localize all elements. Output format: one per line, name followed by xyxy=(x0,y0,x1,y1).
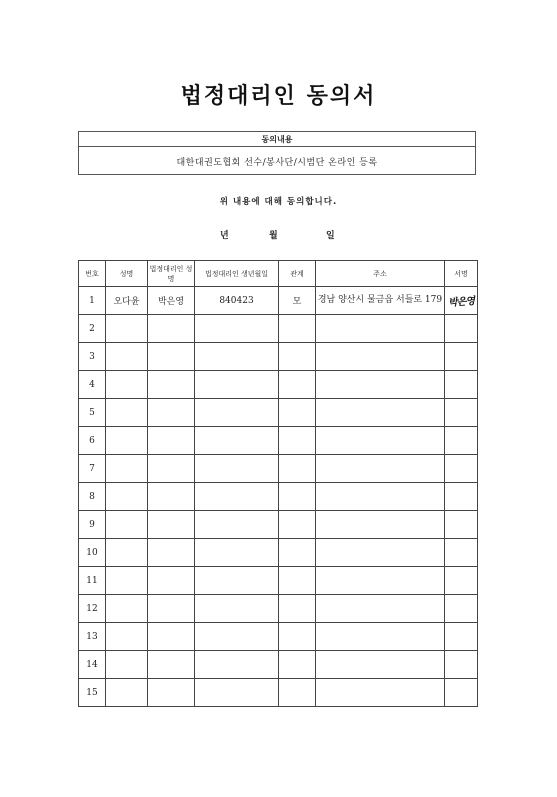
row-signature xyxy=(445,511,478,539)
row-number: 1 xyxy=(79,287,106,315)
row-address xyxy=(316,343,445,371)
row-name xyxy=(106,511,148,539)
row-relation xyxy=(279,679,316,707)
row-relation xyxy=(279,315,316,343)
row-address: 경남 양산시 물금읍 서들로 179 xyxy=(316,287,445,315)
row-guardian-name xyxy=(148,595,195,623)
row-name xyxy=(106,371,148,399)
document-title: 법정대리인 동의서 xyxy=(180,83,377,109)
row-relation xyxy=(279,567,316,595)
row-signature xyxy=(445,623,478,651)
row-address xyxy=(316,371,445,399)
handwritten-signature: 박은영 xyxy=(447,296,475,309)
row-guardian-name: 박은영 xyxy=(148,287,195,315)
header-guardian-name: 법정대리인 성명 xyxy=(148,261,195,287)
row-address xyxy=(316,455,445,483)
row-signature xyxy=(445,343,478,371)
row-address xyxy=(316,679,445,707)
row-address xyxy=(316,623,445,651)
row-relation xyxy=(279,483,316,511)
row-guardian-birthdate xyxy=(195,623,279,651)
row-number: 13 xyxy=(79,623,106,651)
row-address xyxy=(316,511,445,539)
row-signature xyxy=(445,567,478,595)
row-guardian-name xyxy=(148,567,195,595)
table-row xyxy=(79,399,478,427)
row-number: 11 xyxy=(79,567,106,595)
row-number: 10 xyxy=(79,539,106,567)
date-year-label: 년 xyxy=(220,231,229,241)
row-signature xyxy=(445,427,478,455)
row-name xyxy=(106,539,148,567)
table-row xyxy=(79,371,478,399)
row-name xyxy=(106,679,148,707)
consent-box xyxy=(78,131,476,175)
header-signature: 서명 xyxy=(445,261,478,287)
row-number: 5 xyxy=(79,399,106,427)
row-guardian-name xyxy=(148,483,195,511)
row-guardian-birthdate xyxy=(195,679,279,707)
header-guardian-birthdate: 법정대리인 생년월일 xyxy=(195,261,279,287)
table-row xyxy=(79,595,478,623)
row-relation xyxy=(279,511,316,539)
row-signature xyxy=(445,455,478,483)
row-guardian-birthdate xyxy=(195,371,279,399)
row-address xyxy=(316,539,445,567)
row-number: 2 xyxy=(79,315,106,343)
row-signature xyxy=(445,399,478,427)
row-number: 3 xyxy=(79,343,106,371)
row-name xyxy=(106,343,148,371)
row-name xyxy=(106,315,148,343)
row-name: 오다윤 xyxy=(106,287,148,315)
row-guardian-birthdate xyxy=(195,315,279,343)
row-number: 14 xyxy=(79,651,106,679)
row-relation xyxy=(279,427,316,455)
table-row xyxy=(79,623,478,651)
row-relation xyxy=(279,595,316,623)
row-address xyxy=(316,651,445,679)
guardian-roster-table xyxy=(78,260,478,707)
row-name xyxy=(106,483,148,511)
row-number: 4 xyxy=(79,371,106,399)
row-number: 8 xyxy=(79,483,106,511)
row-guardian-birthdate xyxy=(195,511,279,539)
row-relation xyxy=(279,539,316,567)
row-guardian-birthdate xyxy=(195,595,279,623)
row-number: 12 xyxy=(79,595,106,623)
row-number: 9 xyxy=(79,511,106,539)
row-guardian-name xyxy=(148,511,195,539)
row-guardian-birthdate xyxy=(195,539,279,567)
row-guardian-birthdate: 840423 xyxy=(195,287,279,315)
row-name xyxy=(106,595,148,623)
table-row xyxy=(79,567,478,595)
date-day-label: 일 xyxy=(326,231,335,241)
row-relation xyxy=(279,623,316,651)
row-signature xyxy=(445,371,478,399)
row-name xyxy=(106,455,148,483)
row-relation xyxy=(279,455,316,483)
row-signature xyxy=(445,651,478,679)
row-guardian-birthdate xyxy=(195,567,279,595)
table-row xyxy=(79,679,478,707)
row-signature xyxy=(445,483,478,511)
row-guardian-birthdate xyxy=(195,399,279,427)
table-row xyxy=(79,287,478,315)
row-guardian-birthdate xyxy=(195,427,279,455)
row-guardian-birthdate xyxy=(195,455,279,483)
row-signature xyxy=(445,287,478,315)
row-address xyxy=(316,315,445,343)
row-relation xyxy=(279,343,316,371)
row-address xyxy=(316,567,445,595)
row-relation xyxy=(279,399,316,427)
table-row xyxy=(79,455,478,483)
table-row xyxy=(79,343,478,371)
table-header-row xyxy=(79,261,478,287)
row-guardian-name xyxy=(148,427,195,455)
row-guardian-name xyxy=(148,399,195,427)
row-number: 7 xyxy=(79,455,106,483)
row-relation xyxy=(279,651,316,679)
row-address xyxy=(316,595,445,623)
row-signature xyxy=(445,315,478,343)
row-guardian-name xyxy=(148,343,195,371)
row-guardian-birthdate xyxy=(195,483,279,511)
row-name xyxy=(106,399,148,427)
consent-content: 대한대권도협회 선수/봉사단/시범단 온라인 등록 xyxy=(176,157,378,168)
row-number: 15 xyxy=(79,679,106,707)
header-address: 주소 xyxy=(316,261,445,287)
table-row xyxy=(79,511,478,539)
header-number: 번호 xyxy=(79,261,106,287)
table-row xyxy=(79,483,478,511)
row-name xyxy=(106,623,148,651)
header-name: 성명 xyxy=(106,261,148,287)
row-guardian-birthdate xyxy=(195,651,279,679)
row-relation xyxy=(279,371,316,399)
date-month-label: 월 xyxy=(269,231,278,241)
row-name xyxy=(106,651,148,679)
row-guardian-birthdate xyxy=(195,343,279,371)
row-name xyxy=(106,427,148,455)
table-row xyxy=(79,651,478,679)
row-address xyxy=(316,427,445,455)
agree-statement: 위 내용에 대해 동의합니다. xyxy=(219,197,338,207)
row-name xyxy=(106,567,148,595)
table-row xyxy=(79,539,478,567)
header-relation: 관계 xyxy=(279,261,316,287)
roster-body xyxy=(79,287,478,707)
row-address xyxy=(316,399,445,427)
row-number: 6 xyxy=(79,427,106,455)
row-guardian-name xyxy=(148,539,195,567)
row-guardian-name xyxy=(148,651,195,679)
table-row xyxy=(79,315,478,343)
row-signature xyxy=(445,595,478,623)
row-address xyxy=(316,483,445,511)
row-signature xyxy=(445,679,478,707)
row-guardian-name xyxy=(148,315,195,343)
row-guardian-name xyxy=(148,455,195,483)
row-guardian-name xyxy=(148,371,195,399)
row-guardian-name xyxy=(148,623,195,651)
row-signature xyxy=(445,539,478,567)
consent-heading: 동의내용 xyxy=(79,132,475,147)
row-guardian-name xyxy=(148,679,195,707)
table-row xyxy=(79,427,478,455)
row-relation: 모 xyxy=(279,287,316,315)
